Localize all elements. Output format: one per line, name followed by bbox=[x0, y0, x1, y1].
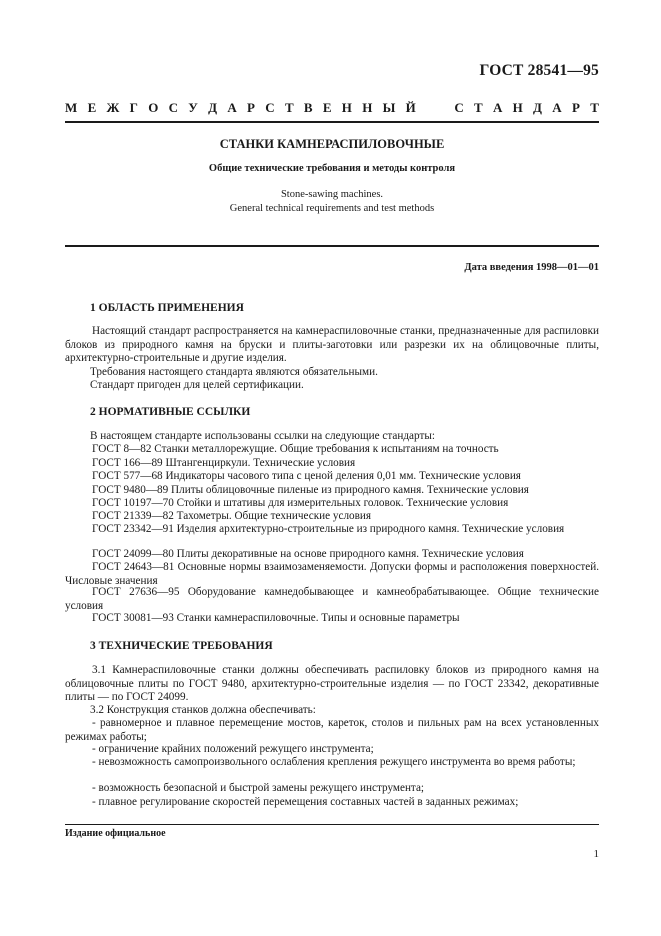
introduction-date: Дата введения 1998—01—01 bbox=[464, 262, 599, 273]
banner-letter: С bbox=[265, 100, 275, 115]
banner-letter: Р bbox=[571, 100, 580, 115]
banner-letter: Й bbox=[405, 100, 416, 115]
banner-letter: У bbox=[188, 100, 198, 115]
banner-letter: Д bbox=[533, 100, 542, 115]
reference-item: ГОСТ 8—82 Станки металлорежущие. Общие требования к испытаниям на точность bbox=[92, 443, 499, 455]
section-3-heading: 3 ТЕХНИЧЕСКИЕ ТРЕБОВАНИЯ bbox=[90, 640, 273, 652]
banner-gap bbox=[426, 100, 444, 116]
reference-item: ГОСТ 21339—82 Тахометры. Общие технические условия bbox=[92, 510, 372, 522]
banner-letter: С bbox=[454, 100, 464, 115]
reference-item: ГОСТ 9480—89 Плиты облицовочные пиленые из природного камня. Технические условия bbox=[92, 484, 529, 496]
reference-item: ГОСТ 10197—70 Стойки и штативы для измерительных головок. Технические условия bbox=[92, 497, 509, 509]
banner-letter: Т bbox=[590, 100, 599, 115]
banner-letter: Г bbox=[129, 100, 138, 115]
title-rule bbox=[65, 245, 599, 247]
requirement-item: - ограничение крайних положений режущего инструмента; bbox=[92, 743, 374, 755]
banner-letter: Р bbox=[247, 100, 255, 115]
banner-letter: А bbox=[227, 100, 237, 115]
banner-letter: Ж bbox=[106, 100, 120, 115]
clause-3-2: 3.2 Конструкция станков должна обеспечивать: bbox=[90, 704, 316, 716]
section-1-certification-note: Стандарт пригоден для целей сертификации. bbox=[90, 379, 304, 391]
banner-letter: Т bbox=[284, 100, 294, 115]
official-edition-label: Издание официальное bbox=[65, 828, 166, 839]
banner-letter: А bbox=[492, 100, 503, 115]
section-2-heading: 2 НОРМАТИВНЫЕ ССЫЛКИ bbox=[90, 406, 251, 418]
footer-rule bbox=[65, 824, 599, 825]
banner-letter: Т bbox=[474, 100, 483, 115]
banner-letter: О bbox=[148, 100, 159, 115]
standard-code: ГОСТ 28541—95 bbox=[479, 62, 599, 79]
reference-item: ГОСТ 23342—91 Изделия архитектурно-строительные из природного камня. Технические условия bbox=[92, 523, 565, 535]
section-2-intro: В настоящем стандарте использованы ссылки на следующие стандарты: bbox=[90, 430, 435, 442]
reference-item: ГОСТ 30081—93 Станки камнераспиловочные. Типы и основные параметры bbox=[92, 612, 460, 624]
reference-item: ГОСТ 27636—95 Оборудование камнедобывающее и камнеобрабатывающее. Общие технические условия bbox=[65, 586, 599, 612]
page-number: 1 bbox=[593, 848, 599, 860]
banner-letter: Е bbox=[87, 100, 97, 115]
reference-item: ГОСТ 577—68 Индикаторы часового типа с ценой деления 0,01 мм. Технические условия bbox=[92, 470, 521, 482]
section-1-heading: 1 ОБЛАСТЬ ПРИМЕНЕНИЯ bbox=[90, 302, 244, 314]
reference-item: ГОСТ 166—89 Штангенциркули. Технические условия bbox=[92, 457, 356, 469]
section-1-paragraph: Настоящий стандарт распространяется на камнераспиловочные станки, предназначенные для распиловки блоков из природного камня на бруски и плиты-заготовки или разрезки их на облицовочные плиты, архитектурно-строительные и другие изделия. bbox=[65, 325, 599, 364]
requirement-item: - невозможность самопроизвольного ослабления крепления режущего инструмента во время работы; bbox=[92, 756, 576, 768]
banner-letter: С bbox=[168, 100, 179, 115]
requirement-item: - плавное регулирование скоростей перемещения составных частей в заданных режимах; bbox=[92, 796, 519, 808]
section-1-mandatory-note: Требования настоящего стандарта являются обязательными. bbox=[90, 366, 378, 378]
reference-item: ГОСТ 24643—81 Основные нормы взаимозаменяемости. Допуски формы и расположения поверхностей. Числовые значения bbox=[65, 561, 599, 587]
banner-letter: М bbox=[65, 100, 78, 115]
reference-item: ГОСТ 24099—80 Плиты декоративные на основе природного камня. Технические условия bbox=[92, 548, 524, 560]
banner-letter: Н bbox=[362, 100, 373, 115]
banner-letter: Н bbox=[512, 100, 523, 115]
interstate-standard-banner bbox=[65, 100, 599, 116]
banner-letter: Ы bbox=[382, 100, 396, 115]
requirement-item: - равномерное и плавное перемещение мостов, кареток, столов и пильных рам на всех установленных режимах работы; bbox=[65, 717, 599, 743]
document-subtitle: Общие технические требования и методы контроля bbox=[208, 163, 456, 174]
english-title-line-2: General technical requirements and test methods bbox=[229, 203, 435, 214]
document-title: СТАНКИ КАМНЕРАСПИЛОВОЧНЫЕ bbox=[219, 137, 445, 151]
banner-letter: В bbox=[303, 100, 313, 115]
banner-letter: Д bbox=[208, 100, 218, 115]
banner-letter: Е bbox=[322, 100, 332, 115]
top-rule bbox=[65, 121, 599, 123]
clause-3-1: 3.1 Камнераспиловочные станки должны обеспечивать распиловку блоков из природного камня на облицовочные плиты по ГОСТ 9480, архитектурно-строительные изделия — по ГОСТ 23342, декоративные плиты — по ГОСТ 24099. bbox=[65, 664, 599, 703]
banner-letter: А bbox=[552, 100, 562, 115]
requirement-item: - возможность безопасной и быстрой замены режущего инструмента; bbox=[92, 782, 425, 794]
english-title-line-1: Stone-sawing machines. bbox=[280, 189, 384, 200]
banner-letter: Н bbox=[341, 100, 352, 115]
